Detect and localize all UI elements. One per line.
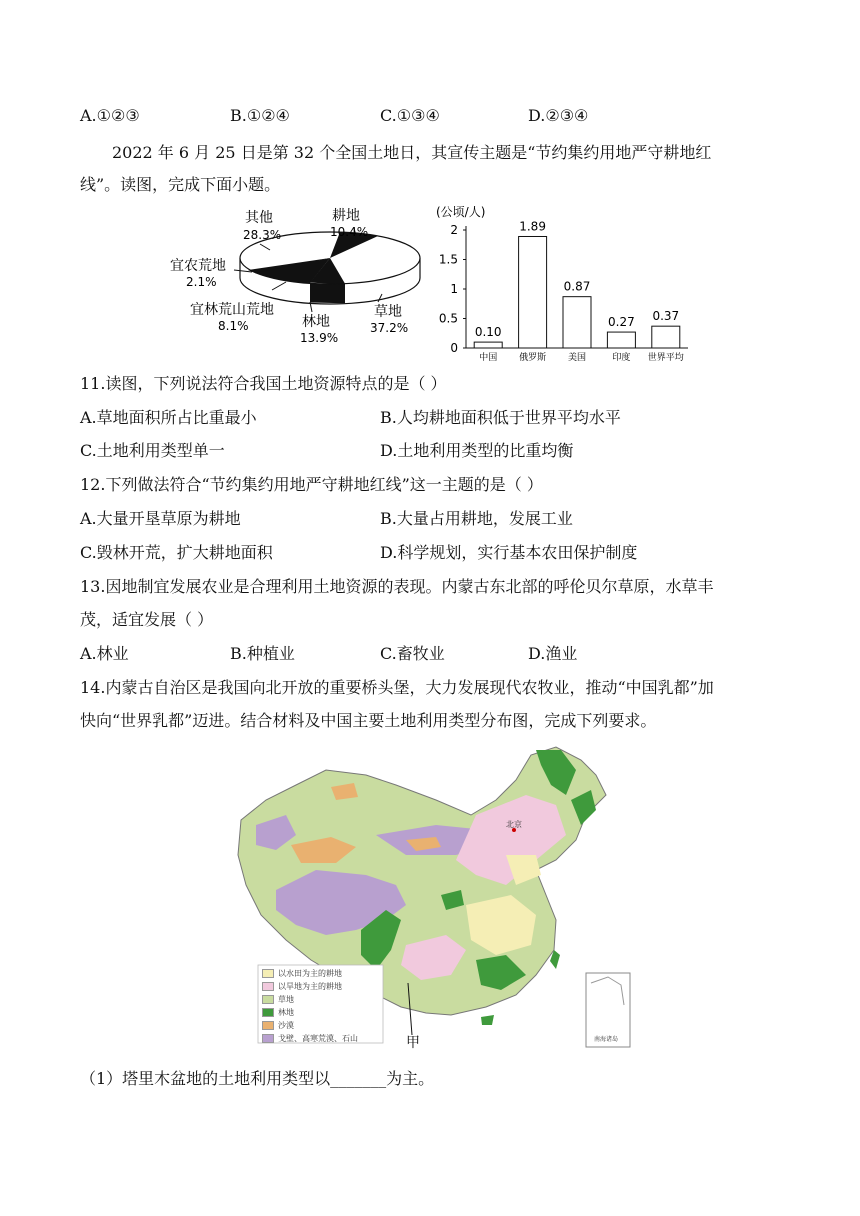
q12-option-b: B.大量占用耕地，发展工业 (380, 509, 573, 528)
legend-label-gobi: 戈壁、高寒荒漠、石山 (278, 1034, 358, 1043)
bar-value-label: 0.10 (474, 325, 502, 340)
bar-value-label: 0.27 (608, 315, 635, 330)
y-tick-label: 1 (450, 282, 458, 296)
map-region-dryland (456, 795, 566, 885)
legend-label-desert: 沙漠 (278, 1021, 294, 1030)
pie-label-other: 其他 (245, 210, 273, 226)
q14-line-1: 14.内蒙古自治区是我国向北开放的重要桥头堡，大力发展现代农牧业，推动“中国乳都”加 (80, 678, 714, 697)
x-tick-label: 世界平均 (647, 353, 684, 363)
q13-option-d: D.渔业 (528, 644, 578, 663)
legend-label-dryland: 以旱地为主的耕地 (278, 982, 342, 991)
map-island-hainan (481, 1015, 494, 1025)
q10-option-d: D.②③④ (528, 106, 589, 125)
y-tick-label: 1.5 (438, 252, 458, 267)
legend-item-gobi (262, 1034, 358, 1044)
pie-forest-side (310, 283, 345, 304)
pie-label-farmland: 耕地 (332, 208, 360, 224)
pie-label-arable-wasteland: 宜农荒地 (170, 258, 226, 274)
china-land-use-map (236, 745, 636, 1050)
legend-swatch-gobi (262, 1034, 274, 1043)
legend-item-desert (262, 1021, 294, 1031)
bar (652, 326, 680, 348)
q13-option-b: B.种植业 (230, 644, 295, 663)
q12-option-a: A.大量开垦草原为耕地 (80, 509, 241, 528)
pie-value-farmland: 10.4% (330, 225, 369, 239)
q10-option-c: C.①③④ (380, 106, 440, 125)
pie-label-grassland: 草地 (374, 304, 402, 320)
legend-swatch-paddy (262, 969, 274, 978)
q13-line-2: 茂，适宜发展（ ） (80, 610, 214, 629)
legend-label-paddy: 以水田为主的耕地 (278, 969, 342, 978)
bar (607, 332, 635, 348)
x-tick-label: 俄罗斯 (519, 353, 547, 363)
pie-label-forest-wasteland: 宜林荒山荒地 (190, 302, 274, 318)
legend-item-forest (262, 1008, 294, 1018)
x-tick-label: 美国 (567, 353, 587, 363)
q14-line-2: 快向“世界乳都”迈进。结合材料及中国主要土地利用类型分布图，完成下列要求。 (80, 711, 657, 730)
q12-option-c: C.毁林开荒，扩大耕地面积 (80, 543, 273, 562)
bar (563, 297, 591, 348)
legend-item-dryland (262, 982, 342, 992)
pie-value-grassland: 37.2% (370, 321, 409, 335)
pie-value-arable-wasteland: 2.1% (186, 275, 217, 289)
q12-option-d: D.科学规划，实行基本农田保护制度 (380, 543, 638, 562)
q11-option-c: C.土地利用类型单一 (80, 441, 225, 460)
bar-value-label: 0.87 (563, 279, 591, 294)
pie-value-forest: 13.9% (300, 331, 339, 345)
beijing-label: 北京 (506, 820, 522, 829)
legend-swatch-forest (262, 1008, 274, 1017)
legend-item-grassland (262, 995, 294, 1005)
pie-value-other: 28.3% (243, 228, 282, 242)
x-tick-label: 印度 (612, 353, 631, 363)
intro-line-1: 2022 年 6 月 25 日是第 32 个全国土地日，其宣传主题是“节约集约用地严守耕地红 (112, 143, 712, 162)
jia-label: 甲 (406, 1035, 420, 1050)
q13-option-a: A.林业 (80, 644, 129, 663)
q10-option-b: B.①②④ (230, 106, 290, 125)
bar-value-label: 0.37 (652, 309, 680, 324)
legend-swatch-desert (262, 1021, 274, 1030)
pie-chart (160, 198, 430, 348)
y-tick-label: 2 (450, 223, 458, 237)
bar-chart (432, 200, 694, 364)
legend-label-forest: 林地 (278, 1008, 294, 1017)
q10-option-a: A.①②③ (80, 106, 140, 125)
q11-option-a: A.草地面积所占比重最小 (80, 408, 257, 427)
bar (519, 236, 547, 348)
q13-option-c: C.畜牧业 (380, 644, 445, 663)
intro-line-2: 线”。读图，完成下面小题。 (80, 175, 281, 194)
q11-option-d: D.土地利用类型的比重均衡 (380, 441, 574, 460)
bar (474, 342, 502, 348)
legend-swatch-dryland (262, 982, 274, 991)
legend-swatch-grassland (262, 995, 274, 1004)
pie-value-forest-wasteland: 8.1% (218, 319, 249, 333)
q11-option-b: B.人均耕地面积低于世界平均水平 (380, 408, 621, 427)
q14-sub-1: （1）塔里木盆地的土地利用类型以_______为主。 (80, 1069, 435, 1088)
pie-label-forest: 林地 (302, 314, 330, 330)
inset-label: 南海诸岛 (594, 1036, 619, 1043)
q12-stem: 12.下列做法符合“节约集约用地严守耕地红线”这一主题的是（ ） (80, 475, 543, 494)
legend-item-paddy (262, 969, 342, 979)
y-tick-label: 0.5 (438, 311, 458, 326)
legend-label-grassland: 草地 (278, 995, 294, 1004)
x-tick-label: 中国 (479, 353, 498, 363)
bar-value-label: 1.89 (519, 219, 546, 234)
bar-chart-ylabel: (公顷/人) (436, 205, 486, 219)
y-tick-label: 0 (450, 341, 458, 355)
q11-stem: 11.读图，下列说法符合我国土地资源特点的是（ ） (80, 374, 447, 393)
q13-line-1: 13.因地制宜发展农业是合理利用土地资源的表现。内蒙古东北部的呼伦贝尔草原，水草丰 (80, 577, 714, 596)
